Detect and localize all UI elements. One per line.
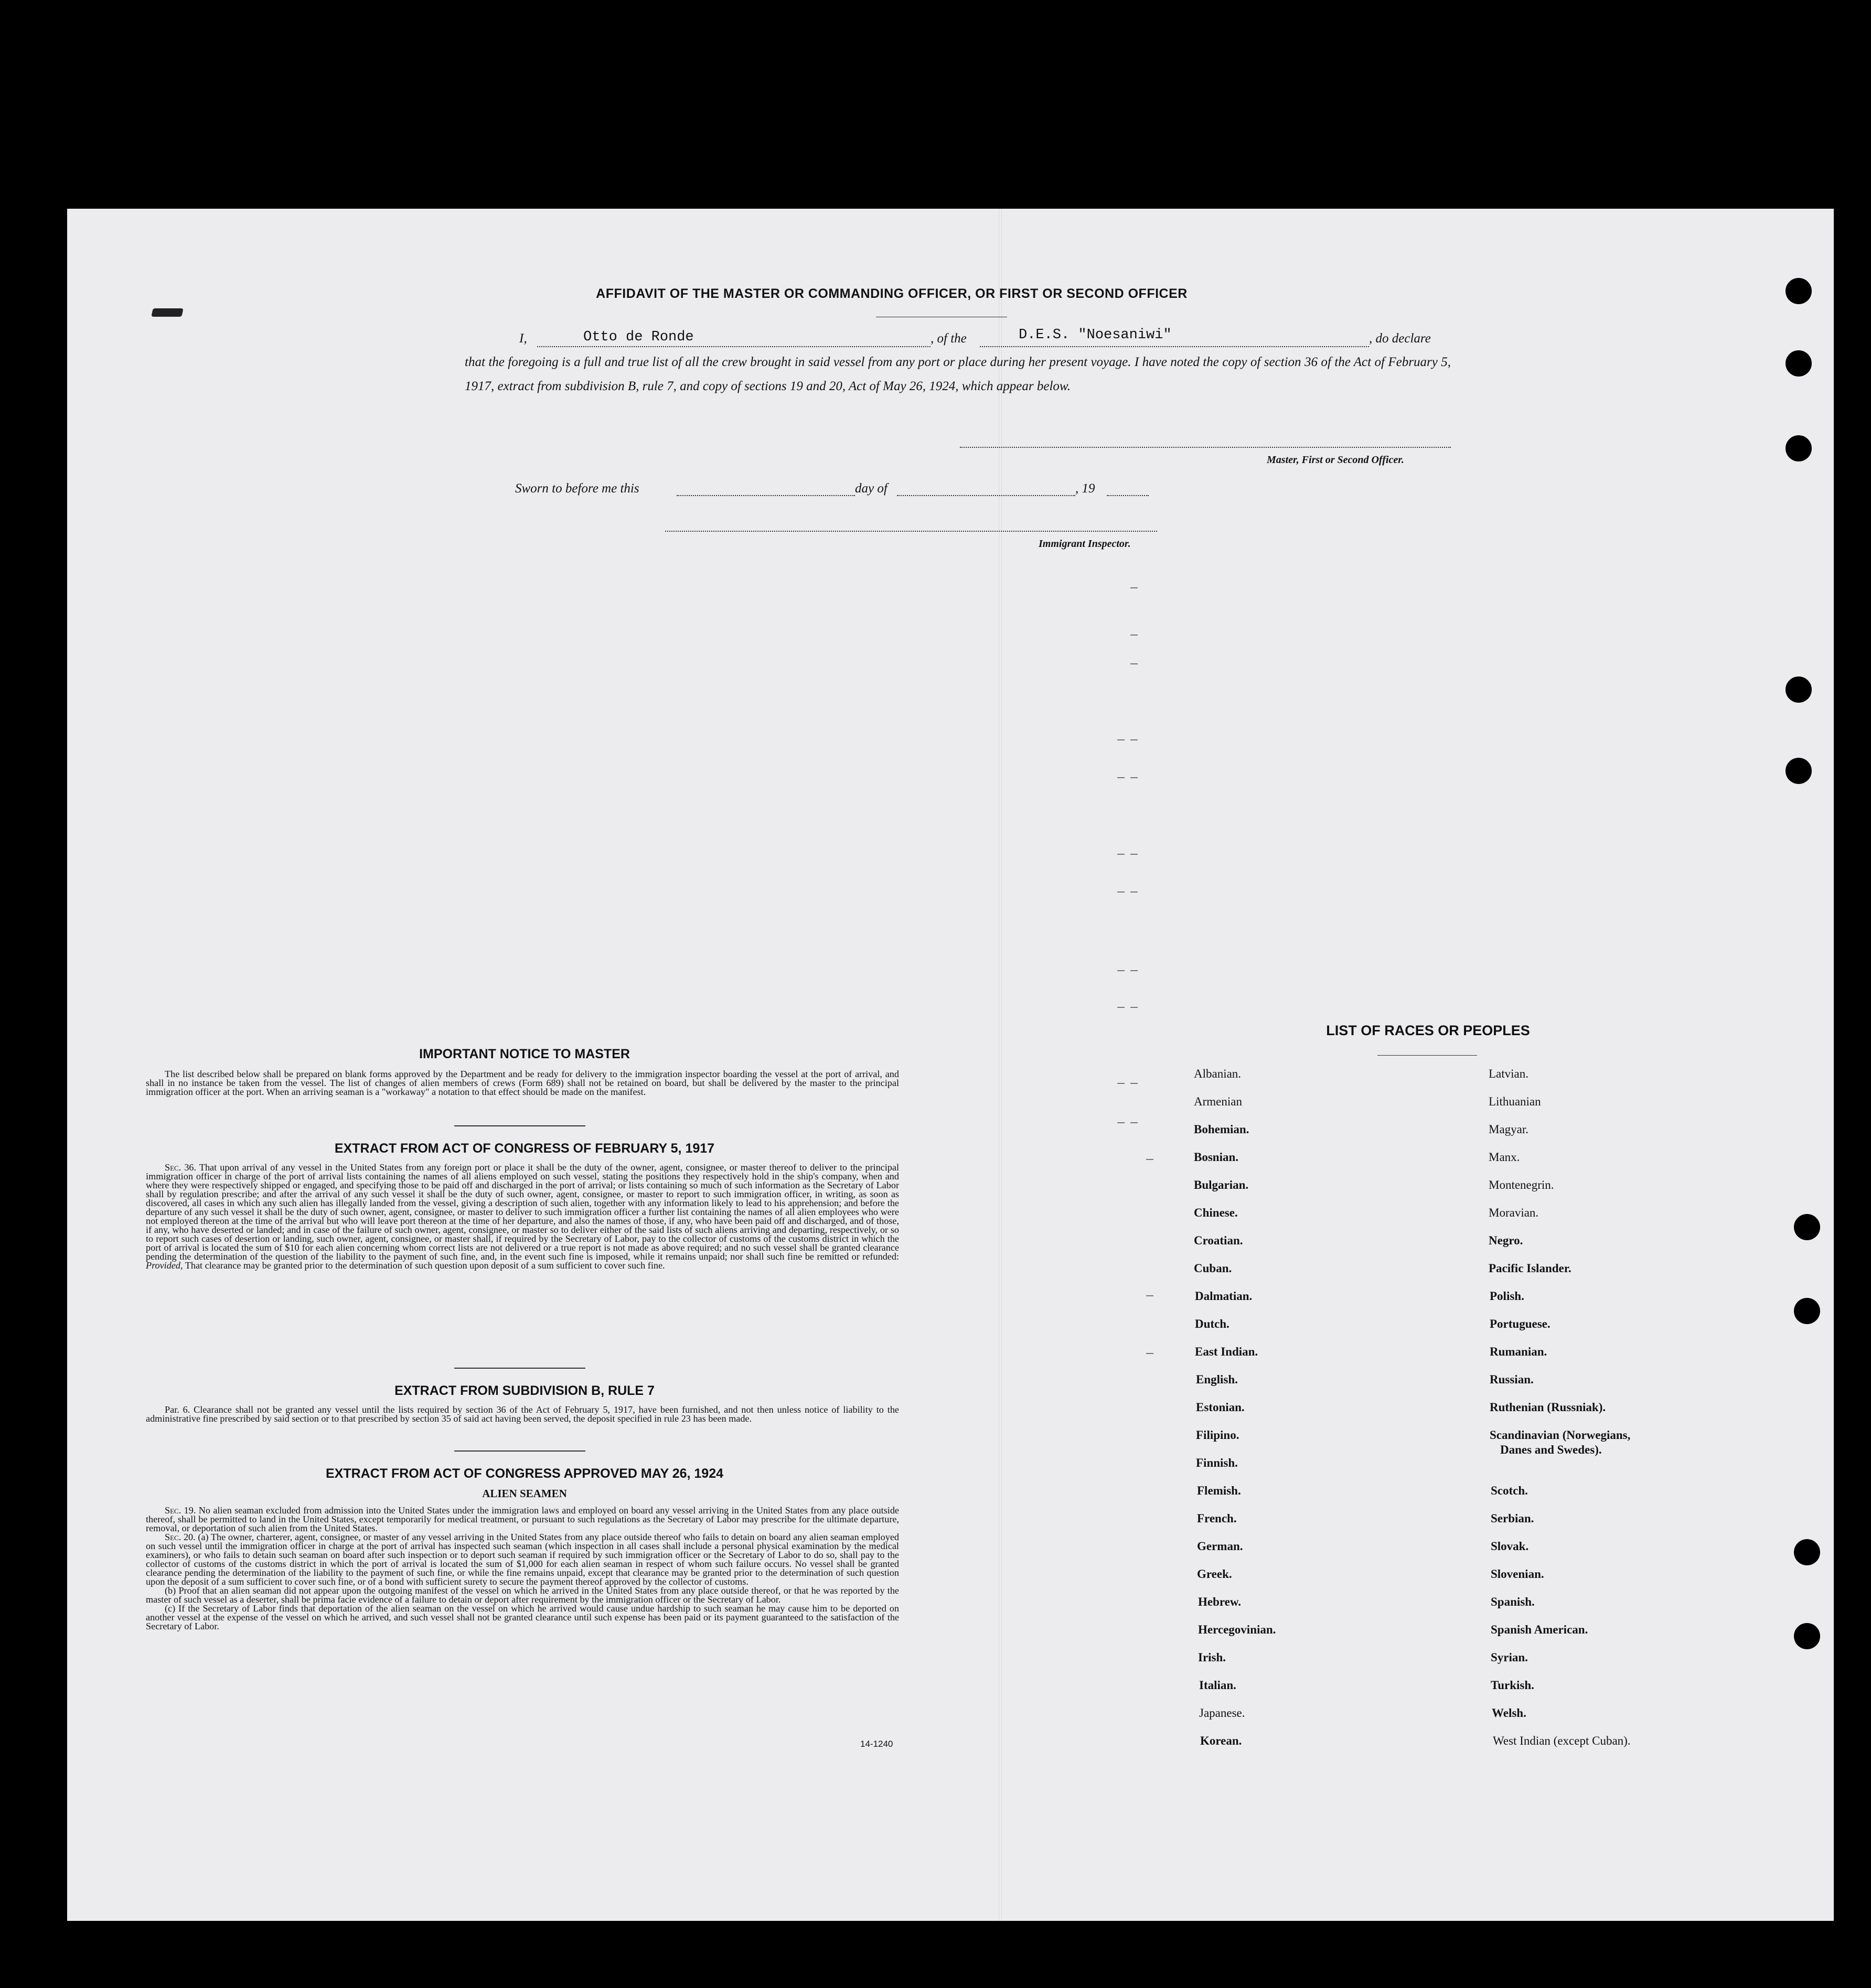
race-left-item: Hercegovinian. bbox=[1198, 1623, 1276, 1636]
column-tick bbox=[1117, 970, 1125, 971]
race-left-item: Albanian. bbox=[1194, 1067, 1242, 1080]
sec-20a-paragraph bbox=[146, 1533, 899, 1586]
column-tick bbox=[1130, 1007, 1138, 1008]
race-right-item: Manx. bbox=[1489, 1151, 1520, 1164]
act-1917-title: EXTRACT FROM ACT OF CONGRESS OF FEBRUARY 5, 1917 bbox=[334, 1141, 715, 1156]
section-rule bbox=[454, 1368, 585, 1369]
race-right-item: Syrian. bbox=[1491, 1651, 1528, 1664]
column-tick bbox=[1130, 1122, 1138, 1123]
race-left-item: Irish. bbox=[1198, 1651, 1226, 1664]
document-page bbox=[67, 209, 1834, 1921]
act-1917-provided: Provided, bbox=[146, 1260, 183, 1271]
punch-hole bbox=[1786, 676, 1812, 703]
do-declare-label: , do declare bbox=[1369, 331, 1431, 346]
race-right-item: Portuguese. bbox=[1490, 1317, 1551, 1330]
race-right-item: Turkish. bbox=[1491, 1679, 1534, 1692]
act-1917-tail: That clearance may be granted prior to the determination of such question upon deposit of a sum sufficient to cover such fine. bbox=[185, 1260, 665, 1271]
vessel-name-line bbox=[980, 346, 1369, 347]
sec-20a-body: (a) The owner, charterer, agent, consignee, or master of any vessel arriving in the United States from any place outside thereof who fails to detain on board any alien seaman employed on such vessel until the immigration officer in charge at the port of arrival has inspected such seaman (which inspection in all cases shall include a personal physical examination by the medical examiners), or who fails to detain such seaman on board after such inspection or to deport such seaman if required by such immigration officer or the Secretary of Labor to do so, shall pay to the collector of customs of the customs district in which the port of arrival is located the sum of $1,000 for each alien seaman in respect of whom such failure occurs. No vessel shall be granted clearance pending the determination of the liability to the payment of such fine, or while the fine remains unpaid, except that clearance may be granted prior to the determination of such question upon the deposit of a sum sufficient to cover such fine, or of a bond with sufficient surety to secure the payment thereof approved by the collector of customs. bbox=[146, 1532, 900, 1587]
affidavit-i-label: I, bbox=[519, 331, 527, 346]
race-right-item: West Indian (except Cuban). bbox=[1493, 1734, 1631, 1747]
race-right-item: Slovenian. bbox=[1491, 1567, 1544, 1581]
act-1924-subtitle: ALIEN SEAMEN bbox=[482, 1487, 567, 1500]
column-tick bbox=[1146, 1295, 1153, 1296]
race-right-item: Serbian. bbox=[1491, 1512, 1534, 1525]
race-right-item: Ruthenian (Russniak). bbox=[1490, 1401, 1606, 1414]
vessel-name-field[interactable]: D.E.S. "Noesaniwi" bbox=[1019, 327, 1172, 343]
race-left-item: Armenian bbox=[1194, 1095, 1242, 1108]
year-prefix-label: , 19 bbox=[1075, 481, 1095, 496]
punch-hole bbox=[1786, 350, 1812, 377]
race-left-item: Chinese. bbox=[1194, 1206, 1238, 1219]
notice-title: IMPORTANT NOTICE TO MASTER bbox=[419, 1047, 630, 1061]
day-of-label: day of bbox=[855, 481, 888, 496]
race-right-item: Slovak. bbox=[1491, 1540, 1529, 1553]
race-right-item: Danes and Swedes). bbox=[1500, 1443, 1602, 1456]
race-left-item: Hebrew. bbox=[1198, 1595, 1241, 1608]
master-name-field[interactable]: Otto de Ronde bbox=[583, 329, 694, 345]
sworn-year-line[interactable] bbox=[1107, 495, 1149, 496]
race-left-item: French. bbox=[1197, 1512, 1237, 1525]
act-1917-paragraph bbox=[146, 1163, 899, 1270]
punch-hole bbox=[1794, 1214, 1820, 1240]
notice-body-wrap bbox=[146, 1070, 899, 1097]
column-tick bbox=[1130, 970, 1138, 971]
ink-mark bbox=[151, 308, 183, 317]
races-title-rule bbox=[1377, 1055, 1477, 1056]
punch-hole bbox=[1786, 435, 1812, 461]
race-left-item: Dalmatian. bbox=[1195, 1289, 1253, 1303]
race-right-item: Scotch. bbox=[1491, 1484, 1528, 1497]
race-left-item: Bosnian. bbox=[1194, 1151, 1239, 1164]
sec-20c-body: (c) If the Secretary of Labor finds that deportation of the alien seaman on the vessel on which he arrived would cause undue hardship to such seaman he may cause him to be deported on another vessel at the expense of the vessel on which he arrived, and such vessel shall not be granted clearance until such expense has been paid or its payment guaranteed to the satisfaction of the Secretary of Labor. bbox=[146, 1603, 899, 1631]
race-right-item: Moravian. bbox=[1489, 1206, 1539, 1219]
punch-hole bbox=[1786, 758, 1812, 784]
race-left-item: German. bbox=[1197, 1540, 1243, 1553]
punch-hole bbox=[1794, 1623, 1820, 1649]
inspector-signature-line[interactable] bbox=[665, 531, 1157, 532]
sec-19-label: Sec. 19. bbox=[165, 1505, 196, 1516]
column-tick bbox=[1117, 739, 1125, 740]
signature-caption: Master, First or Second Officer. bbox=[1267, 454, 1404, 466]
race-left-item: Croatian. bbox=[1194, 1234, 1243, 1247]
race-left-item: Cuban. bbox=[1194, 1262, 1232, 1275]
act-1924-title: EXTRACT FROM ACT OF CONGRESS APPROVED MAY 26, 1924 bbox=[325, 1466, 724, 1481]
column-tick bbox=[1117, 1007, 1125, 1008]
of-the-label: , of the bbox=[931, 331, 967, 346]
column-tick bbox=[1117, 1083, 1125, 1084]
race-left-item: Greek. bbox=[1197, 1567, 1232, 1581]
race-right-item: Spanish. bbox=[1491, 1595, 1535, 1608]
column-tick bbox=[1130, 635, 1138, 636]
rule-7-body-wrap bbox=[146, 1405, 899, 1423]
punch-hole bbox=[1794, 1298, 1820, 1324]
races-title: LIST OF RACES OR PEOPLES bbox=[1326, 1023, 1530, 1038]
master-name-line bbox=[537, 346, 931, 347]
race-left-item: English. bbox=[1196, 1373, 1238, 1386]
rule-7-title: EXTRACT FROM SUBDIVISION B, RULE 7 bbox=[394, 1383, 655, 1398]
sworn-month-line[interactable] bbox=[897, 495, 1075, 496]
sec-20-label: Sec. 20. bbox=[165, 1532, 196, 1542]
race-left-item: Filipino. bbox=[1196, 1428, 1239, 1442]
race-right-item: Magyar. bbox=[1489, 1123, 1529, 1136]
race-right-item: Montenegrin. bbox=[1489, 1178, 1554, 1191]
race-left-item: Dutch. bbox=[1195, 1317, 1229, 1330]
race-right-item: Pacific Islander. bbox=[1489, 1262, 1571, 1275]
race-left-item: Flemish. bbox=[1197, 1484, 1241, 1497]
act-1917-sec-label: Sec. 36. bbox=[165, 1162, 197, 1173]
section-rule bbox=[454, 1450, 585, 1452]
race-right-item: Scandinavian (Norwegians, bbox=[1490, 1428, 1631, 1442]
race-right-item: Negro. bbox=[1489, 1234, 1523, 1247]
column-tick bbox=[1130, 854, 1138, 855]
section-rule bbox=[454, 1125, 585, 1126]
form-number: 14-1240 bbox=[860, 1739, 893, 1749]
act-1917-body-wrap bbox=[146, 1163, 899, 1270]
column-tick bbox=[1130, 891, 1138, 893]
column-tick bbox=[1130, 1083, 1138, 1084]
column-tick bbox=[1117, 1122, 1125, 1123]
race-right-item: Latvian. bbox=[1489, 1067, 1528, 1080]
sworn-label: Sworn to before me this bbox=[515, 481, 639, 496]
race-left-item: Korean. bbox=[1200, 1734, 1242, 1747]
inspector-caption: Immigrant Inspector. bbox=[1039, 538, 1131, 550]
act-1917-body: That upon arrival of any vessel in the United States from any foreign port or place it shall be the duty of the owner, agent, consignee, or master thereof to deliver to the principal immigration officer in charge of the port of arrival lists containing the names of all aliens employed on such vessel, stating the positions they respectively hold in the ship's company, when and where they were respectively shipped or engaged, and specifying those to be paid off and discharged in the port of arrival; or lists containing so much of such information as the Secretary of Labor shall by regulation prescribe; and after the arrival of any such vessel it shall be the duty of such owner, agent, consignee, or master to report to such immigration officer, in writing, as soon as discovered, all cases in which any such alien has illegally landed from the vessel, giving a description of such alien, together with any information likely to lead to his apprehension; and before the departure of any such vessel it shall be the duty of such owner, agent, consignee, or master to deliver to such immigration officer a further list containing the names of all alien employees who were not employed thereon at the time of the arrival but who will leave port thereon at the time of her departure, and also the names of those, if any, who have been paid off and discharged, and of those, if any, who have deserted or landed; and in case of the failure of such owner, agent, consignee, or master so to deliver either of the said lists of such aliens arriving and departing, respectively, or so to report such cases of desertion or landing, such owner, agent, consignee, or master shall, if required by the Secretary of Labor, pay to the collector of customs of the customs district in which the port of arrival is located the sum of $10 for each alien concerning whom correct lists are not delivered or a true report is not made as above required; and no such vessel shall be granted clearance pending the determination of the question of the liability to the payment of such fine, and, in the event such fine is imposed, while it remains unpaid; nor shall such fine be remitted or refunded: bbox=[146, 1162, 900, 1262]
column-tick bbox=[1146, 1159, 1153, 1160]
column-tick bbox=[1117, 854, 1125, 855]
race-left-item: Bulgarian. bbox=[1194, 1178, 1249, 1191]
race-right-item: Russian. bbox=[1490, 1373, 1534, 1386]
column-tick bbox=[1146, 1353, 1153, 1354]
sec-19-paragraph bbox=[146, 1506, 899, 1533]
column-tick bbox=[1130, 777, 1138, 778]
column-tick bbox=[1130, 739, 1138, 740]
race-right-item: Lithuanian bbox=[1489, 1095, 1541, 1108]
race-left-item: East Indian. bbox=[1195, 1345, 1258, 1358]
sec-20b-body: (b) Proof that an alien seaman did not appear upon the outgoing manifest of the vessel on which he arrived in the United States from any place outside thereof, or that he was reported by the master of such vessel as a deserter, shall be prima facie evidence of a failure to detain or deport after requirement by the immigration officer or the Secretary of Labor. bbox=[146, 1585, 899, 1605]
column-tick bbox=[1117, 777, 1125, 778]
act-1924-body-wrap bbox=[146, 1506, 899, 1631]
column-tick bbox=[1130, 587, 1138, 588]
affidavit-title: AFFIDAVIT OF THE MASTER OR COMMANDING OFFICER, OR FIRST OR SECOND OFFICER bbox=[596, 286, 1188, 301]
sworn-day-line[interactable] bbox=[677, 495, 855, 496]
rule-7-body: Par. 6. Clearance shall not be granted any vessel until the lists required by section 36 of the Act of February 5, 1917, have been furnished, and not then unless notice of liability to the administrative fine prescribed by said section or to that prescribed by section 35 of said act having been served, the deposit specified in rule 23 has been made. bbox=[146, 1404, 899, 1424]
column-tick bbox=[1130, 663, 1138, 664]
punch-hole bbox=[1786, 278, 1812, 304]
race-right-item: Rumanian. bbox=[1490, 1345, 1547, 1358]
race-left-item: Estonian. bbox=[1196, 1401, 1245, 1414]
sec-19-body: No alien seaman excluded from admission into the United States under the immigration laws and employed on board any vessel arriving in the United States from any place outside thereof, shall be permitted to land in the United States, except temporarily for medical treatment, or pursuant to such regulations as the Secretary of Labor may prescribe for the ultimate departure, removal, or deportation of such alien from the United States. bbox=[146, 1505, 900, 1533]
race-right-item: Spanish American. bbox=[1491, 1623, 1588, 1636]
page-fold bbox=[999, 209, 1002, 1921]
race-left-item: Japanese. bbox=[1199, 1706, 1245, 1720]
race-right-item: Welsh. bbox=[1492, 1706, 1526, 1720]
signature-line[interactable] bbox=[960, 447, 1451, 448]
punch-hole bbox=[1794, 1539, 1820, 1565]
race-left-item: Bohemian. bbox=[1194, 1123, 1249, 1136]
affidavit-body: that the foregoing is a full and true list of all the crew brought in said vessel from any port or place during her present voyage. I have noted the copy of section 36 of the Act of February 5, 1917, extract from subdivision B, rule 7, and copy of sections 19 and 20, Act of May 26, 1924, which appear below. bbox=[465, 355, 1451, 393]
race-left-item: Italian. bbox=[1199, 1679, 1236, 1692]
notice-body: The list described below shall be prepared on blank forms approved by the Department and be ready for delivery to the immigration inspector boarding the vessel at the port of arrival, and shall in no instance be taken from the vessel. The list of changes of alien members of crews (Form 689) shall not be retained on board, but shall be delivered by the master to the principal immigration officer at the port. When an arriving seaman is a "workaway" a notation to that effect should be made on the manifest. bbox=[146, 1069, 899, 1097]
race-left-item: Finnish. bbox=[1196, 1456, 1238, 1469]
column-tick bbox=[1117, 891, 1125, 893]
race-right-item: Polish. bbox=[1490, 1289, 1524, 1303]
